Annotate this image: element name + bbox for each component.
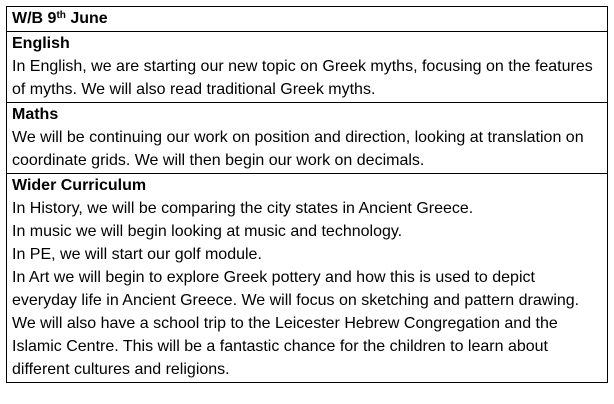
week-heading-superscript: th bbox=[56, 10, 66, 21]
music-paragraph: In music we will begin looking at music and technology. bbox=[12, 223, 403, 240]
section-title-maths: Maths bbox=[12, 106, 59, 123]
history-paragraph: In History, we will be comparing the city states in Ancient Greece. bbox=[12, 200, 474, 217]
maths-cell bbox=[7, 103, 608, 174]
week-heading-suffix: June bbox=[65, 10, 108, 27]
wider-curriculum-row bbox=[7, 174, 608, 383]
section-title-english: English bbox=[12, 35, 70, 52]
pe-paragraph: In PE, we will start our golf module. bbox=[12, 246, 262, 263]
school-trip-paragraph: We will also have a school trip to the Leicester Hebrew Congregation and the Islamic Centre. This will be a fantastic chance for the children to learn about different cultures and religions. bbox=[12, 315, 558, 378]
section-title-wider-curriculum: Wider Curriculum bbox=[12, 177, 147, 194]
week-heading-prefix: W/B 9 bbox=[12, 10, 57, 27]
wider-curriculum-cell bbox=[7, 174, 608, 383]
weekly-plan-table bbox=[6, 6, 608, 383]
week-heading-cell bbox=[7, 7, 608, 32]
maths-row bbox=[7, 103, 608, 174]
english-row bbox=[7, 32, 608, 103]
english-cell bbox=[7, 32, 608, 103]
maths-paragraph: We will be continuing our work on position and direction, looking at translation on coordinate grids. We will then begin our work on decimals. bbox=[12, 129, 584, 169]
english-paragraph: In English, we are starting our new topic on Greek myths, focusing on the features of myths. We will also read traditional Greek myths. bbox=[12, 58, 593, 98]
art-paragraph: In Art we will begin to explore Greek pottery and how this is used to depict everyday life in Ancient Greece. We will focus on sketching and pattern drawing. bbox=[12, 269, 580, 309]
week-heading-row bbox=[7, 7, 608, 32]
